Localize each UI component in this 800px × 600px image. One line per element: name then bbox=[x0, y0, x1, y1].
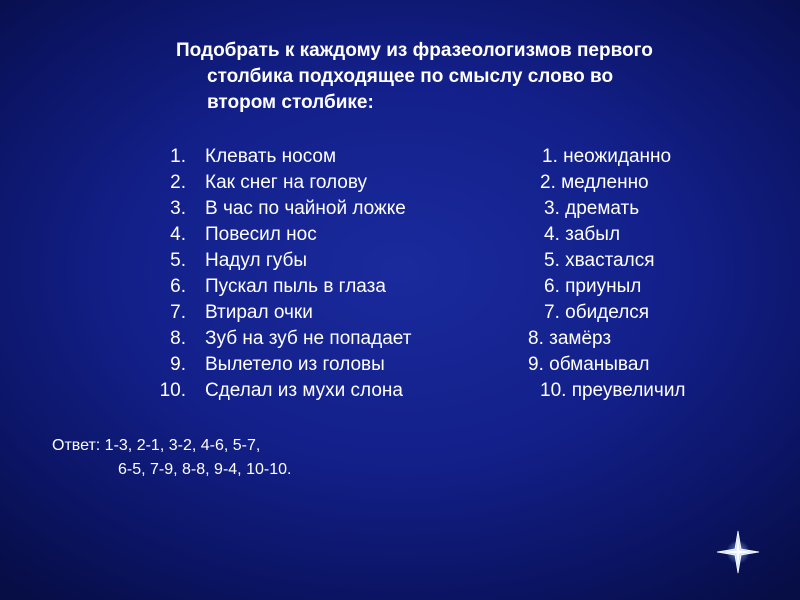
heading-line-1: Подобрать к каждому из фразеологизмов первого bbox=[176, 40, 653, 61]
row-number: 6. bbox=[170, 276, 186, 297]
heading-line-2: столбика подходящее по смыслу слово во bbox=[207, 66, 614, 87]
list-row bbox=[0, 326, 800, 352]
list-row bbox=[0, 144, 800, 170]
row-number: 5. bbox=[170, 250, 186, 271]
row-number: 2. bbox=[170, 172, 186, 193]
row-number: 7. bbox=[170, 302, 186, 323]
phraseologism: Надул губы bbox=[205, 250, 308, 271]
row-number: 3. bbox=[170, 198, 186, 219]
heading-line-3: втором столбике: bbox=[207, 92, 374, 113]
list-row bbox=[0, 196, 800, 222]
list-row bbox=[0, 300, 800, 326]
phraseologism: Вылетело из головы bbox=[205, 354, 385, 375]
meaning-word: 6. приуныл bbox=[544, 276, 642, 297]
phraseologism: Зуб на зуб не попадает bbox=[205, 328, 412, 349]
list-row bbox=[0, 378, 800, 404]
meaning-word: 4. забыл bbox=[544, 224, 621, 245]
phraseologism: Сделал из мухи слона bbox=[205, 380, 403, 401]
row-number: 1. bbox=[170, 146, 186, 167]
row-number: 8. bbox=[170, 328, 186, 349]
four-point-star-icon bbox=[716, 530, 760, 574]
phraseology-list bbox=[0, 144, 800, 404]
phraseologism: Повесил нос bbox=[205, 224, 317, 245]
phraseologism: Пускал пыль в глаза bbox=[205, 276, 386, 297]
meaning-word: 2. медленно bbox=[540, 172, 649, 193]
meaning-word: 3. дремать bbox=[544, 198, 640, 219]
meaning-word: 7. обиделся bbox=[544, 302, 650, 323]
list-row bbox=[0, 274, 800, 300]
row-number: 4. bbox=[170, 224, 186, 245]
task-heading bbox=[176, 38, 756, 116]
phraseologism: Втирал очки bbox=[205, 302, 313, 323]
meaning-word: 5. хвастался bbox=[544, 250, 655, 271]
phraseologism: Как снег на голову bbox=[205, 172, 368, 193]
row-number: 10. bbox=[159, 380, 186, 401]
list-row bbox=[0, 352, 800, 378]
row-number: 9. bbox=[170, 354, 186, 375]
meaning-word: 8. замёрз bbox=[528, 328, 612, 349]
list-row bbox=[0, 170, 800, 196]
answer-block bbox=[52, 434, 291, 482]
meaning-word: 1. неожиданно bbox=[542, 146, 672, 167]
list-row bbox=[0, 248, 800, 274]
answer-line-2: 6-5, 7-9, 8-8, 9-4, 10-10. bbox=[118, 461, 292, 478]
meaning-word: 10. преувеличил bbox=[540, 380, 686, 401]
answer-line-1: Ответ: 1-3, 2-1, 3-2, 4-6, 5-7, bbox=[52, 437, 261, 454]
meaning-word: 9. обманывал bbox=[528, 354, 650, 375]
phraseologism: Клевать носом bbox=[205, 146, 337, 167]
list-row bbox=[0, 222, 800, 248]
phraseologism: В час по чайной ложке bbox=[205, 198, 406, 219]
